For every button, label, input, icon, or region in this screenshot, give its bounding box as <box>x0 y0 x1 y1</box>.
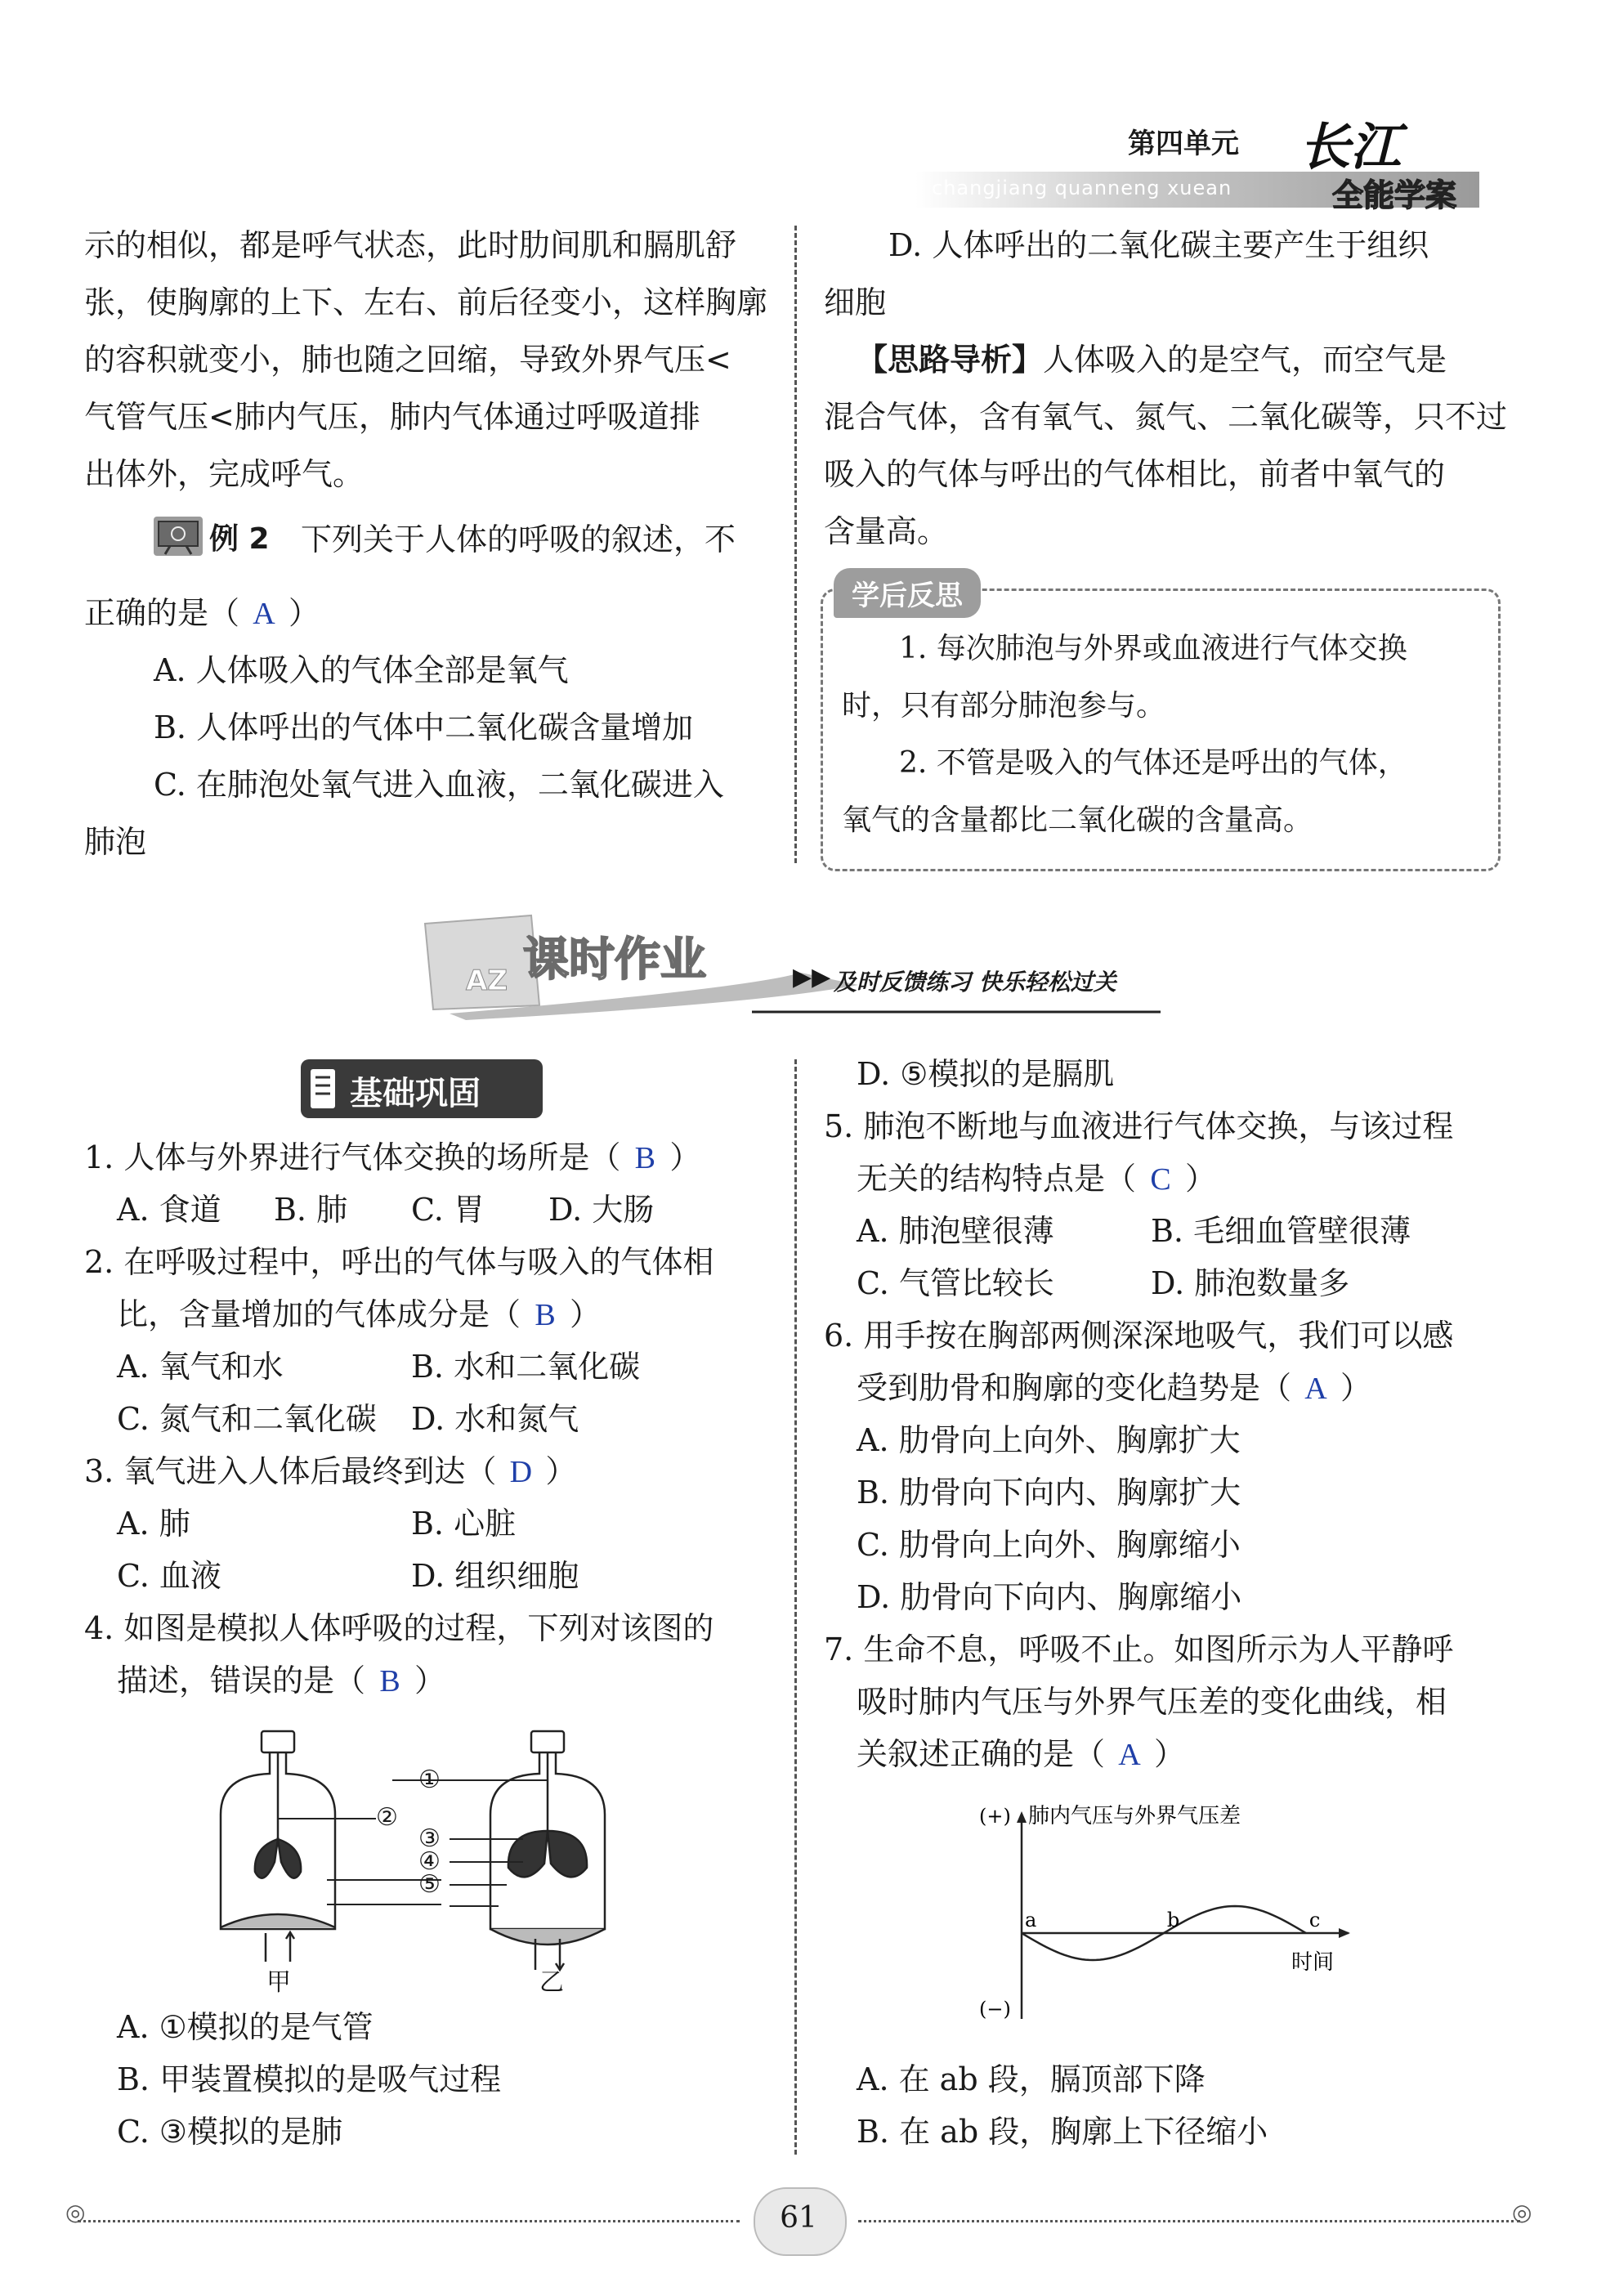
pressure-chart <box>973 1798 1365 2043</box>
q7-close: ） <box>1154 1736 1186 1772</box>
q3-answer: D <box>509 1455 533 1489</box>
option-d: D. 人体呼出的二氧化碳主要产生于组织 <box>888 227 1429 263</box>
page-header <box>899 106 1520 213</box>
q6-option: D. 肋骨向下向内、胸廓缩小 <box>857 1579 1242 1615</box>
q5-answer: C <box>1150 1162 1171 1197</box>
example-label: 例 2 <box>209 522 270 556</box>
unit-title: 第四单元 <box>1128 128 1239 160</box>
q2-option: B. 水和二氧化碳 <box>411 1349 641 1385</box>
text-line: 出体外，完成呼气。 <box>84 456 365 492</box>
az-badge: AZ <box>466 964 508 997</box>
question-7-cont <box>857 1734 1185 1775</box>
q1-option: A. 食道 <box>117 1192 221 1228</box>
y-plus-label: (+) <box>979 1805 1011 1828</box>
text-line: 张，使胸廓的上下、左右、前后径变小，这样胸廓 <box>84 284 768 320</box>
question-3 <box>84 1452 576 1492</box>
text-line: 气管气压<肺内气压，肺内气体通过呼吸道排 <box>84 399 700 435</box>
q7-stem: 关叙述正确的是（ <box>857 1736 1106 1772</box>
label-2: ② <box>376 1803 398 1832</box>
q1-option: D. 大肠 <box>548 1192 655 1228</box>
label-1: ① <box>418 1766 441 1794</box>
footer-line-right <box>858 2220 1520 2222</box>
homework-banner <box>417 907 1169 1022</box>
q5-option: C. 气管比较长 <box>857 1265 1054 1301</box>
arrow-icon: ▶▶ <box>793 963 831 991</box>
analysis-line: 混合气体，含有氧气、氮气、二氧化碳等，只不过 <box>824 399 1508 435</box>
q2-answer: B <box>535 1298 556 1332</box>
q3-option: D. 组织细胞 <box>411 1558 579 1594</box>
example-icon <box>154 517 203 556</box>
section-title-box <box>301 1059 543 1118</box>
text-line: 示的相似，都是呼气状态，此时肋间肌和膈肌舒 <box>84 227 737 263</box>
q5-option: B. 毛细血管壁很薄 <box>1151 1213 1411 1249</box>
q5-close: ） <box>1185 1161 1217 1197</box>
q7-option: B. 在 ab 段，胸廓上下径缩小 <box>857 2114 1268 2150</box>
question-2-cont <box>117 1295 601 1335</box>
option-d-cont: 细胞 <box>824 284 887 320</box>
q4-option: B. 甲装置模拟的是吸气过程 <box>117 2061 502 2097</box>
q5-option: D. 肺泡数量多 <box>1151 1265 1350 1301</box>
blackboard-icon <box>154 517 203 556</box>
q6-stem: 受到肋骨和胸廓的变化趋势是（ <box>857 1370 1292 1406</box>
footer-ornament-left: ◎ <box>65 2199 86 2226</box>
pinyin-text: changjiang quanneng xuean <box>932 177 1232 199</box>
example-stem: 下列关于人体的呼吸的叙述，不 <box>301 521 736 557</box>
option-c: C. 在肺泡处氧气进入血液，二氧化碳进入 <box>154 767 724 803</box>
homework-slogan: 及时反馈练习 快乐轻松过关 <box>834 969 1116 996</box>
answer-mark: A <box>253 597 275 631</box>
q4-close: ） <box>414 1663 446 1699</box>
q3-stem: 3. 氧气进入人体后最终到达（ <box>84 1453 497 1489</box>
q1-close: ） <box>669 1139 701 1175</box>
caption-jia: 甲 <box>266 1968 291 1997</box>
option-a: A. 人体吸入的气体全部是氧气 <box>154 652 569 688</box>
q6-option: A. 肋骨向上向外、胸廓扩大 <box>857 1422 1241 1458</box>
q4-option: C. ③模拟的是肺 <box>117 2114 342 2150</box>
notebook-icon <box>307 1067 340 1110</box>
q3-option: B. 心脏 <box>411 1506 517 1542</box>
q1-option: C. 胃 <box>411 1192 485 1228</box>
example-stem-2 <box>84 593 320 633</box>
question-6: 6. 用手按在胸部两侧深深地吸气，我们可以感 <box>824 1318 1454 1354</box>
page-number: 61 <box>780 2201 817 2235</box>
breathing-model-figure <box>204 1725 646 1997</box>
question-2: 2. 在呼吸过程中，呼出的气体与吸入的气体相 <box>84 1244 714 1280</box>
q6-option: C. 肋骨向上向外、胸廓缩小 <box>857 1527 1241 1563</box>
question-5: 5. 肺泡不断地与血液进行气体交换，与该过程 <box>824 1108 1454 1144</box>
point-label-a: a <box>1025 1909 1037 1931</box>
y-axis-label: 肺内气压与外界气压差 <box>1028 1804 1241 1828</box>
option-c-cont: 肺泡 <box>84 824 147 860</box>
q1-answer: B <box>634 1141 656 1175</box>
q3-option: C. 血液 <box>117 1558 221 1594</box>
q7-option: A. 在 ab 段，膈顶部下降 <box>857 2061 1206 2097</box>
q2-option: D. 水和氮气 <box>411 1401 579 1437</box>
question-7-cont: 吸时肺内气压与外界气压差的变化曲线，相 <box>857 1684 1447 1720</box>
point-label-b: b <box>1166 1909 1180 1931</box>
analysis-line: 吸入的气体与呼出的气体相比，前者中氧气的 <box>824 456 1446 492</box>
question-1 <box>84 1138 700 1178</box>
column-divider-bottom <box>794 1059 797 2155</box>
section-title: 基础巩固 <box>350 1075 481 1112</box>
x-axis-label: 时间 <box>1291 1950 1335 1975</box>
q6-option: B. 肋骨向下向内、胸廓扩大 <box>857 1475 1241 1511</box>
q7-answer: A <box>1118 1738 1141 1772</box>
stem-text: 正确的是（ <box>84 595 240 631</box>
q3-option: A. 肺 <box>117 1506 190 1542</box>
q2-option: A. 氧气和水 <box>117 1349 284 1385</box>
reflection-title: 学后反思 <box>834 568 981 618</box>
q5-option: A. 肺泡壁很薄 <box>857 1213 1054 1249</box>
analysis-tag: 【思路导析】 <box>857 342 1044 378</box>
reflection-line: 时，只有部分肺泡参与。 <box>842 689 1166 723</box>
option-b: B. 人体呼出的气体中二氧化碳含量增加 <box>154 709 694 745</box>
question-4: 4. 如图是模拟人体呼吸的过程，下列对该图的 <box>84 1610 714 1646</box>
text-line: 的容积就变小，肺也随之回缩，导致外界气压< <box>84 342 731 378</box>
column-divider-top <box>794 226 797 863</box>
reflection-line: 氧气的含量都比二氧化碳的含量高。 <box>842 803 1313 837</box>
label-4: ④ <box>418 1847 441 1876</box>
stem-close: ） <box>289 595 320 631</box>
q2-stem: 比，含量增加的气体成分是（ <box>117 1296 521 1332</box>
question-4-cont <box>117 1661 445 1701</box>
reflection-line: 2. 不管是吸入的气体还是呼出的气体， <box>899 746 1407 780</box>
point-label-c: c <box>1308 1909 1321 1931</box>
question-6-cont <box>857 1368 1371 1408</box>
label-5: ⑤ <box>418 1870 441 1899</box>
analysis-line: 含量高。 <box>824 513 949 549</box>
question-7: 7. 生命不息，呼吸不止。如图所示为人平静呼 <box>824 1631 1454 1667</box>
q2-option: C. 氮气和二氧化碳 <box>117 1401 377 1437</box>
footer-line-left <box>78 2220 740 2222</box>
reflection-line: 1. 每次肺泡与外界或血液进行气体交换 <box>899 632 1407 665</box>
brand-logo-cjk: 长江 <box>1300 117 1402 177</box>
q3-close: ） <box>545 1453 577 1489</box>
brand-logo-sub: 全能学案 <box>1332 177 1457 213</box>
q4-option: A. ①模拟的是气管 <box>117 2009 374 2045</box>
question-5-cont <box>857 1159 1216 1199</box>
q5-stem: 无关的结构特点是（ <box>857 1161 1137 1197</box>
x-axis-arrow <box>1339 1928 1350 1938</box>
chart-svg <box>973 1798 1365 2043</box>
q6-answer: A <box>1304 1372 1327 1406</box>
q6-close: ） <box>1340 1370 1372 1406</box>
y-axis-arrow <box>1017 1811 1027 1823</box>
label-3: ③ <box>418 1824 441 1853</box>
q1-stem: 1. 人体与外界进行气体交换的场所是（ <box>84 1139 621 1175</box>
caption-yi: 乙 <box>539 1968 564 1997</box>
footer-ornament-right: ◎ <box>1512 2199 1532 2226</box>
q4-stem: 描述，错误的是（ <box>117 1663 366 1699</box>
homework-title: 课时作业 <box>523 933 706 987</box>
q2-close: ） <box>570 1296 602 1332</box>
analysis-text: 人体吸入的是空气，而空气是 <box>1043 342 1447 378</box>
q1-option: B. 肺 <box>274 1192 348 1228</box>
analysis-line <box>857 340 1447 379</box>
q4-option-d: D. ⑤模拟的是膈肌 <box>857 1056 1115 1092</box>
y-minus-label: (−) <box>979 1998 1011 2021</box>
q4-answer: B <box>379 1664 400 1699</box>
